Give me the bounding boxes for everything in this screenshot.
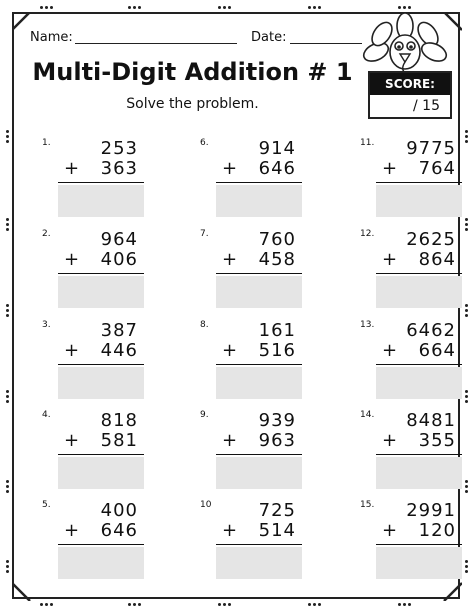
- answer-box[interactable]: [376, 276, 462, 308]
- addend-bottom: 963: [258, 430, 296, 451]
- plus-sign: +: [382, 520, 398, 541]
- plus-sign: +: [64, 520, 80, 541]
- addend-bottom: 120: [418, 520, 456, 541]
- border-tick: [128, 603, 131, 606]
- addend-bottom: 446: [100, 340, 138, 361]
- border-tick: [465, 314, 468, 317]
- sum-line: [58, 454, 144, 455]
- border-tick: [465, 218, 468, 221]
- plus-sign: +: [222, 520, 238, 541]
- plus-sign: +: [64, 158, 80, 179]
- problem-5: [42, 500, 152, 580]
- problem-9: [200, 410, 310, 490]
- addend-top: 914: [258, 138, 296, 159]
- sum-line: [216, 182, 302, 183]
- border-tick: [465, 400, 468, 403]
- addend-bottom: 764: [418, 158, 456, 179]
- border-tick: [318, 603, 321, 606]
- problem-number: 14.: [360, 410, 375, 420]
- addend-bottom: 581: [100, 430, 138, 451]
- answer-box[interactable]: [58, 276, 144, 308]
- problem-8: [200, 320, 310, 400]
- sum-line: [376, 182, 462, 183]
- border-tick: [6, 304, 9, 307]
- addend-bottom: 363: [100, 158, 138, 179]
- date-label: Date:: [251, 30, 287, 45]
- problem-1: [42, 138, 152, 218]
- addend-top: 818: [100, 410, 138, 431]
- problem-number: 13.: [360, 320, 375, 330]
- answer-box[interactable]: [216, 185, 302, 217]
- answer-box[interactable]: [376, 547, 462, 579]
- addend-bottom: 664: [418, 340, 456, 361]
- addend-bottom: 406: [100, 249, 138, 270]
- problem-number: 15.: [360, 500, 375, 510]
- plus-sign: +: [64, 430, 80, 451]
- sum-line: [58, 544, 144, 545]
- addend-top: 760: [258, 229, 296, 250]
- addend-top: 253: [100, 138, 138, 159]
- answer-box[interactable]: [376, 457, 462, 489]
- border-tick: [6, 570, 9, 573]
- border-tick: [465, 309, 468, 312]
- addend-bottom: 355: [418, 430, 456, 451]
- border-tick: [223, 603, 226, 606]
- border-tick: [465, 223, 468, 226]
- border-tick: [6, 560, 9, 563]
- problem-6: [200, 138, 310, 218]
- sum-line: [216, 454, 302, 455]
- border-tick: [403, 6, 406, 9]
- border-tick: [218, 6, 221, 9]
- addend-top: 725: [258, 500, 296, 521]
- border-tick: [40, 6, 43, 9]
- border-tick: [133, 6, 136, 9]
- corner-ornament: [12, 12, 32, 32]
- sum-line: [376, 364, 462, 365]
- answer-box[interactable]: [216, 276, 302, 308]
- border-tick: [6, 395, 9, 398]
- border-tick: [133, 603, 136, 606]
- problem-number: 12.: [360, 229, 375, 239]
- border-tick: [465, 130, 468, 133]
- problem-11: [360, 138, 470, 218]
- addend-top: 2991: [406, 500, 456, 521]
- border-tick: [398, 6, 401, 9]
- plus-sign: +: [382, 158, 398, 179]
- addend-bottom: 864: [418, 249, 456, 270]
- corner-ornament: [442, 581, 462, 601]
- problem-14: [360, 410, 470, 490]
- addend-top: 9775: [406, 138, 456, 159]
- problem-number: 10: [200, 500, 212, 510]
- border-tick: [218, 603, 221, 606]
- addend-top: 2625: [406, 229, 456, 250]
- border-tick: [128, 6, 131, 9]
- problem-number: 9.: [200, 410, 209, 420]
- answer-box[interactable]: [216, 367, 302, 399]
- border-tick: [308, 6, 311, 9]
- border-tick: [6, 228, 9, 231]
- border-tick: [6, 485, 9, 488]
- problem-number: 3.: [42, 320, 51, 330]
- border-tick: [228, 6, 231, 9]
- answer-box[interactable]: [376, 185, 462, 217]
- border-tick: [465, 490, 468, 493]
- problem-2: [42, 229, 152, 309]
- answer-box[interactable]: [216, 457, 302, 489]
- problem-4: [42, 410, 152, 490]
- addend-top: 964: [100, 229, 138, 250]
- border-tick: [223, 6, 226, 9]
- addend-top: 939: [258, 410, 296, 431]
- sum-line: [216, 544, 302, 545]
- plus-sign: +: [64, 340, 80, 361]
- border-tick: [398, 603, 401, 606]
- plus-sign: +: [382, 340, 398, 361]
- addend-bottom: 458: [258, 249, 296, 270]
- border-tick: [6, 400, 9, 403]
- answer-box[interactable]: [216, 547, 302, 579]
- border-tick: [228, 603, 231, 606]
- border-tick: [408, 603, 411, 606]
- page-title: Multi-Digit Addition # 1: [32, 58, 353, 86]
- answer-box[interactable]: [58, 185, 144, 217]
- border-tick: [313, 603, 316, 606]
- problem-15: [360, 500, 470, 580]
- sum-line: [216, 364, 302, 365]
- sum-line: [58, 364, 144, 365]
- border-tick: [6, 565, 9, 568]
- border-tick: [6, 135, 9, 138]
- answer-box[interactable]: [58, 367, 144, 399]
- date-line[interactable]: [290, 43, 362, 44]
- problem-number: 5.: [42, 500, 51, 510]
- plus-sign: +: [222, 249, 238, 270]
- sum-line: [376, 273, 462, 274]
- sum-line: [376, 544, 462, 545]
- problem-12: [360, 229, 470, 309]
- turkey-icon: [360, 12, 450, 74]
- problem-number: 8.: [200, 320, 209, 330]
- score-box: [368, 71, 452, 119]
- answer-box[interactable]: [58, 457, 144, 489]
- problem-number: 7.: [200, 229, 209, 239]
- corner-ornament: [12, 581, 32, 601]
- border-tick: [6, 223, 9, 226]
- border-tick: [6, 490, 9, 493]
- problem-10: [200, 500, 310, 580]
- border-tick: [40, 603, 43, 606]
- score-value[interactable]: / 15: [413, 98, 440, 114]
- border-tick: [313, 6, 316, 9]
- sum-line: [376, 454, 462, 455]
- plus-sign: +: [222, 340, 238, 361]
- sum-line: [58, 182, 144, 183]
- score-label: SCORE:: [370, 73, 450, 95]
- border-tick: [138, 6, 141, 9]
- border-tick: [408, 6, 411, 9]
- addend-bottom: 646: [258, 158, 296, 179]
- plus-sign: +: [382, 430, 398, 451]
- border-tick: [318, 6, 321, 9]
- addend-top: 8481: [406, 410, 456, 431]
- border-tick: [6, 480, 9, 483]
- sum-line: [216, 273, 302, 274]
- border-tick: [6, 390, 9, 393]
- problem-number: 1.: [42, 138, 51, 148]
- border-tick: [138, 603, 141, 606]
- problem-number: 6.: [200, 138, 209, 148]
- border-tick: [50, 6, 53, 9]
- border-tick: [6, 314, 9, 317]
- page-subtitle: Solve the problem.: [126, 96, 259, 112]
- border-tick: [45, 6, 48, 9]
- plus-sign: +: [222, 430, 238, 451]
- plus-sign: +: [222, 158, 238, 179]
- problem-3: [42, 320, 152, 400]
- sum-line: [58, 273, 144, 274]
- border-tick: [308, 603, 311, 606]
- addend-top: 6462: [406, 320, 456, 341]
- border-tick: [6, 130, 9, 133]
- problem-number: 2.: [42, 229, 51, 239]
- addend-top: 387: [100, 320, 138, 341]
- problem-13: [360, 320, 470, 400]
- name-line[interactable]: [75, 43, 237, 44]
- plus-sign: +: [64, 249, 80, 270]
- addend-top: 400: [100, 500, 138, 521]
- problem-7: [200, 229, 310, 309]
- addend-bottom: 516: [258, 340, 296, 361]
- border-tick: [6, 140, 9, 143]
- addend-bottom: 646: [100, 520, 138, 541]
- answer-box[interactable]: [58, 547, 144, 579]
- problem-number: 4.: [42, 410, 51, 420]
- answer-box[interactable]: [376, 367, 462, 399]
- addend-top: 161: [258, 320, 296, 341]
- border-tick: [50, 603, 53, 606]
- border-tick: [6, 218, 9, 221]
- border-tick: [45, 603, 48, 606]
- border-tick: [403, 603, 406, 606]
- addend-bottom: 514: [258, 520, 296, 541]
- border-tick: [6, 309, 9, 312]
- problem-number: 11.: [360, 138, 375, 148]
- plus-sign: +: [382, 249, 398, 270]
- name-label: Name:: [30, 30, 73, 45]
